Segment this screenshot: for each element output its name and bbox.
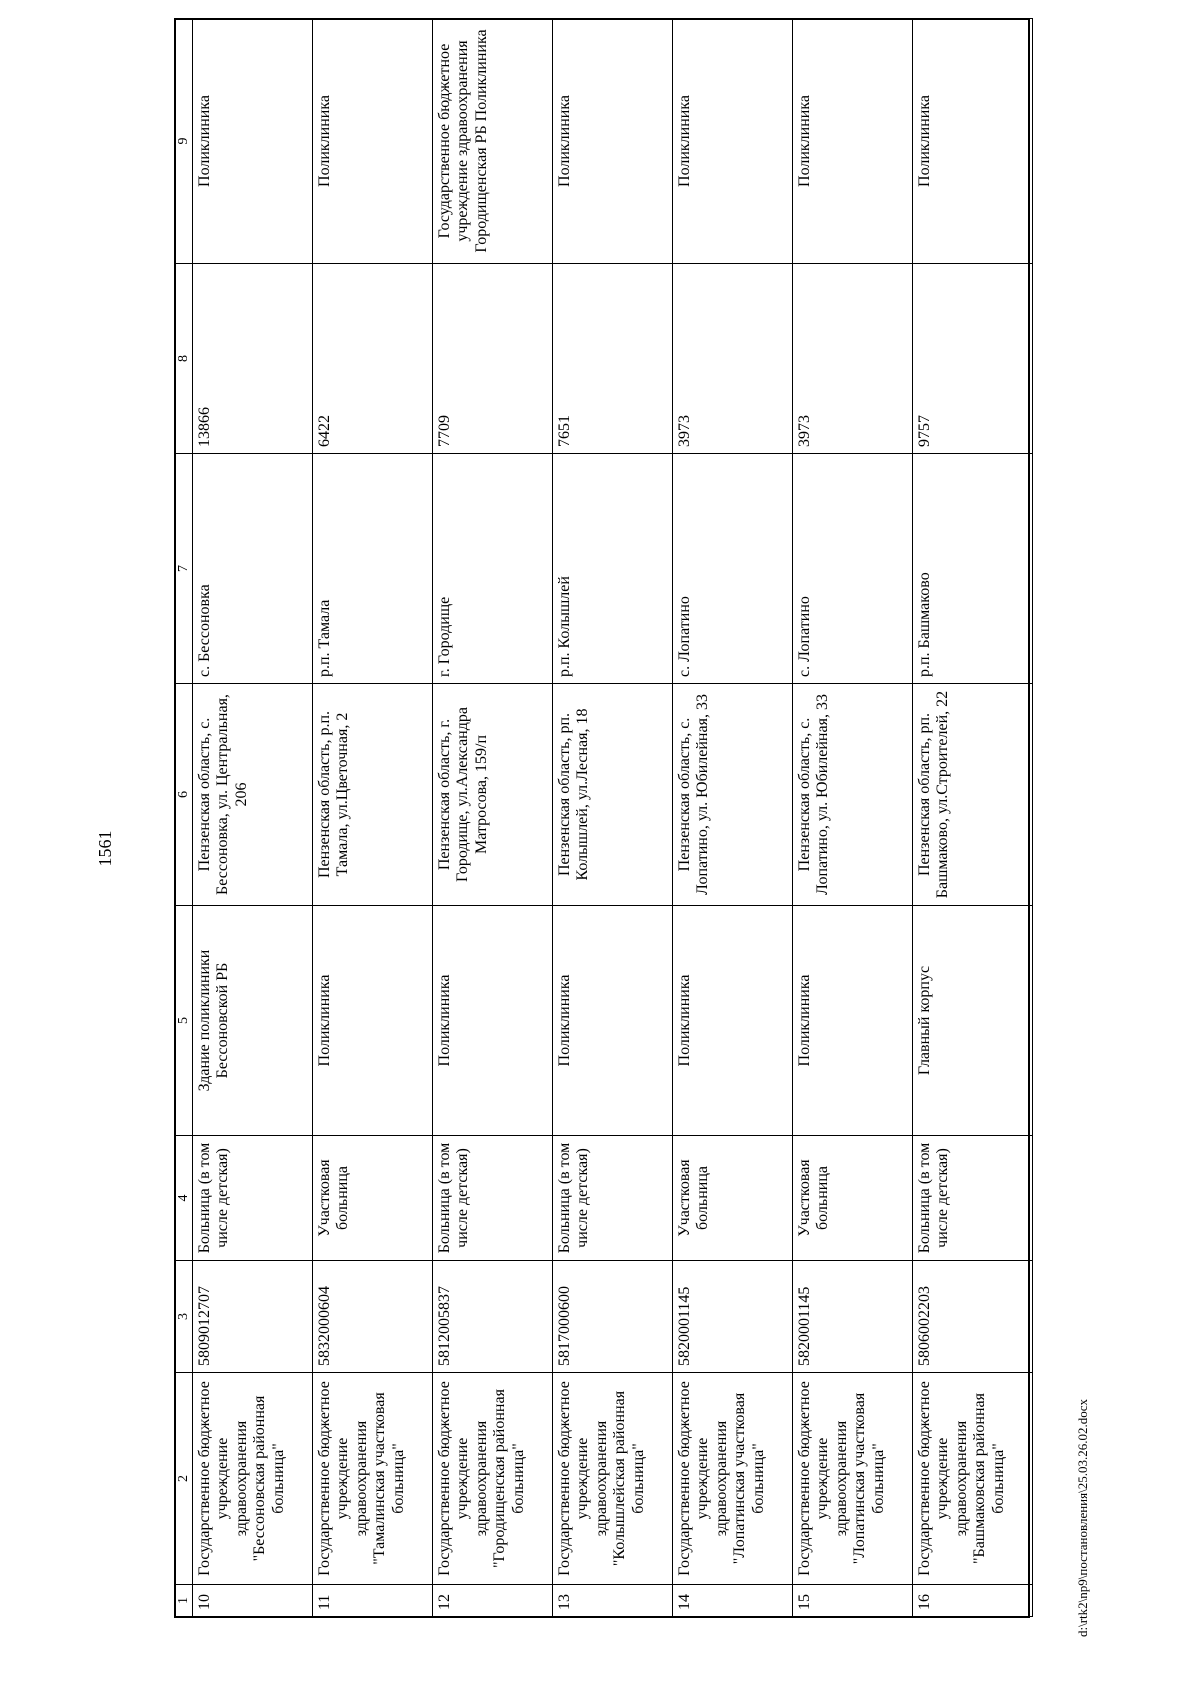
table-row — [913, 19, 1033, 1617]
building-name: Здание поликлиники Бессоновской РБ — [193, 906, 313, 1136]
inn-code: 5806002203 — [913, 1261, 1033, 1373]
address: Пензенская область, рп. Башмаково, ул.Строителей, 22 — [913, 684, 1033, 906]
facility-type: Участковая больница — [673, 1136, 793, 1261]
table-row — [193, 19, 313, 1617]
row-number: 11 — [313, 1585, 433, 1617]
col-header: 8 — [176, 264, 193, 454]
col-header: 3 — [176, 1261, 193, 1373]
facility-type: Участковая больница — [793, 1136, 913, 1261]
file-path-footer: d:\rtk2\np9\постановления\25.03.26.02.docx — [1075, 1398, 1090, 1637]
locality: с. Бессоновка — [193, 454, 313, 684]
organization-name: Государственное бюджетное учреждение здравоохранения "Тамалинская участковая больница" — [313, 1373, 433, 1585]
inn-code: 5817000600 — [553, 1261, 673, 1373]
population: 3973 — [793, 264, 913, 454]
row-number: 15 — [793, 1585, 913, 1617]
organization-name: Государственное бюджетное учреждение здравоохранения "Лопатинская участковая больница" — [673, 1373, 793, 1585]
inn-code: 5832000604 — [313, 1261, 433, 1373]
col-header: 1 — [176, 1585, 193, 1617]
address: Пензенская область, с. Лопатино, ул. Юбилейная, 33 — [793, 684, 913, 906]
row-number: 10 — [193, 1585, 313, 1617]
unit-name: Поликлиника — [553, 19, 673, 264]
data-table — [175, 18, 1033, 1617]
col-header: 9 — [176, 19, 193, 264]
locality: р.п. Башмаково — [913, 454, 1033, 684]
address: Пензенская область, с. Бессоновка, ул. Центральная, 206 — [193, 684, 313, 906]
col-header: 5 — [176, 906, 193, 1136]
population: 7651 — [553, 264, 673, 454]
inn-code: 5820001145 — [793, 1261, 913, 1373]
row-number: 14 — [673, 1585, 793, 1617]
inn-code: 5820001145 — [673, 1261, 793, 1373]
unit-name: Государственное бюджетное учреждение здравоохранения Городищенская РБ Поликлиника — [433, 19, 553, 264]
table-row — [313, 19, 433, 1617]
table-row — [553, 19, 673, 1617]
population: 3973 — [673, 264, 793, 454]
unit-name: Поликлиника — [193, 19, 313, 264]
row-number: 13 — [553, 1585, 673, 1617]
population: 7709 — [433, 264, 553, 454]
col-header: 7 — [176, 454, 193, 684]
unit-name: Поликлиника — [793, 19, 913, 264]
address: Пензенская область, с. Лопатино, ул. Юбилейная, 33 — [673, 684, 793, 906]
col-header: 6 — [176, 684, 193, 906]
building-name: Главный корпус — [913, 906, 1033, 1136]
table-row — [793, 19, 913, 1617]
locality: с. Лопатино — [793, 454, 913, 684]
population: 9757 — [913, 264, 1033, 454]
building-name: Поликлиника — [313, 906, 433, 1136]
locality: р.п. Колышлей — [553, 454, 673, 684]
locality: г. Городище — [433, 454, 553, 684]
organization-name: Государственное бюджетное учреждение здравоохранения "Бессоновская районная больница" — [193, 1373, 313, 1585]
facility-type: Участковая больница — [313, 1136, 433, 1261]
address: Пензенская область, г. Городище, ул.Александра Матросова, 159/п — [433, 684, 553, 906]
col-header: 4 — [176, 1136, 193, 1261]
building-name: Поликлиника — [673, 906, 793, 1136]
unit-name: Поликлиника — [913, 19, 1033, 264]
inn-code: 5809012707 — [193, 1261, 313, 1373]
table-row — [673, 19, 793, 1617]
facility-type: Больница (в том числе детская) — [913, 1136, 1033, 1261]
population: 13866 — [193, 264, 313, 454]
table-row — [433, 19, 553, 1617]
row-number: 16 — [913, 1585, 1033, 1617]
address: Пензенская область, р.п. Тамала, ул.Цветочная, 2 — [313, 684, 433, 906]
building-name: Поликлиника — [433, 906, 553, 1136]
header-row — [176, 19, 193, 1617]
building-name: Поликлиника — [553, 906, 673, 1136]
page-number: 1561 — [95, 830, 115, 867]
locality: р.п. Тамала — [313, 454, 433, 684]
unit-name: Поликлиника — [313, 19, 433, 264]
facility-type: Больница (в том числе детская) — [193, 1136, 313, 1261]
facility-type: Больница (в том числе детская) — [553, 1136, 673, 1261]
organization-name: Государственное бюджетное учреждение здравоохранения "Городищенская районная больница" — [433, 1373, 553, 1585]
row-number: 12 — [433, 1585, 553, 1617]
inn-code: 5812005837 — [433, 1261, 553, 1373]
col-header: 2 — [176, 1373, 193, 1585]
facility-type: Больница (в том числе детская) — [433, 1136, 553, 1261]
organization-name: Государственное бюджетное учреждение здравоохранения "Колышлейская районная больница" — [553, 1373, 673, 1585]
organization-name: Государственное бюджетное учреждение здравоохранения "Лопатинская участковая больница" — [793, 1373, 913, 1585]
building-name: Поликлиника — [793, 906, 913, 1136]
address: Пензенская область, рп. Колышлей, ул.Лесная, 18 — [553, 684, 673, 906]
unit-name: Поликлиника — [673, 19, 793, 264]
organization-name: Государственное бюджетное учреждение здравоохранения "Башмаковская районная больница" — [913, 1373, 1033, 1585]
population: 6422 — [313, 264, 433, 454]
locality: с. Лопатино — [673, 454, 793, 684]
